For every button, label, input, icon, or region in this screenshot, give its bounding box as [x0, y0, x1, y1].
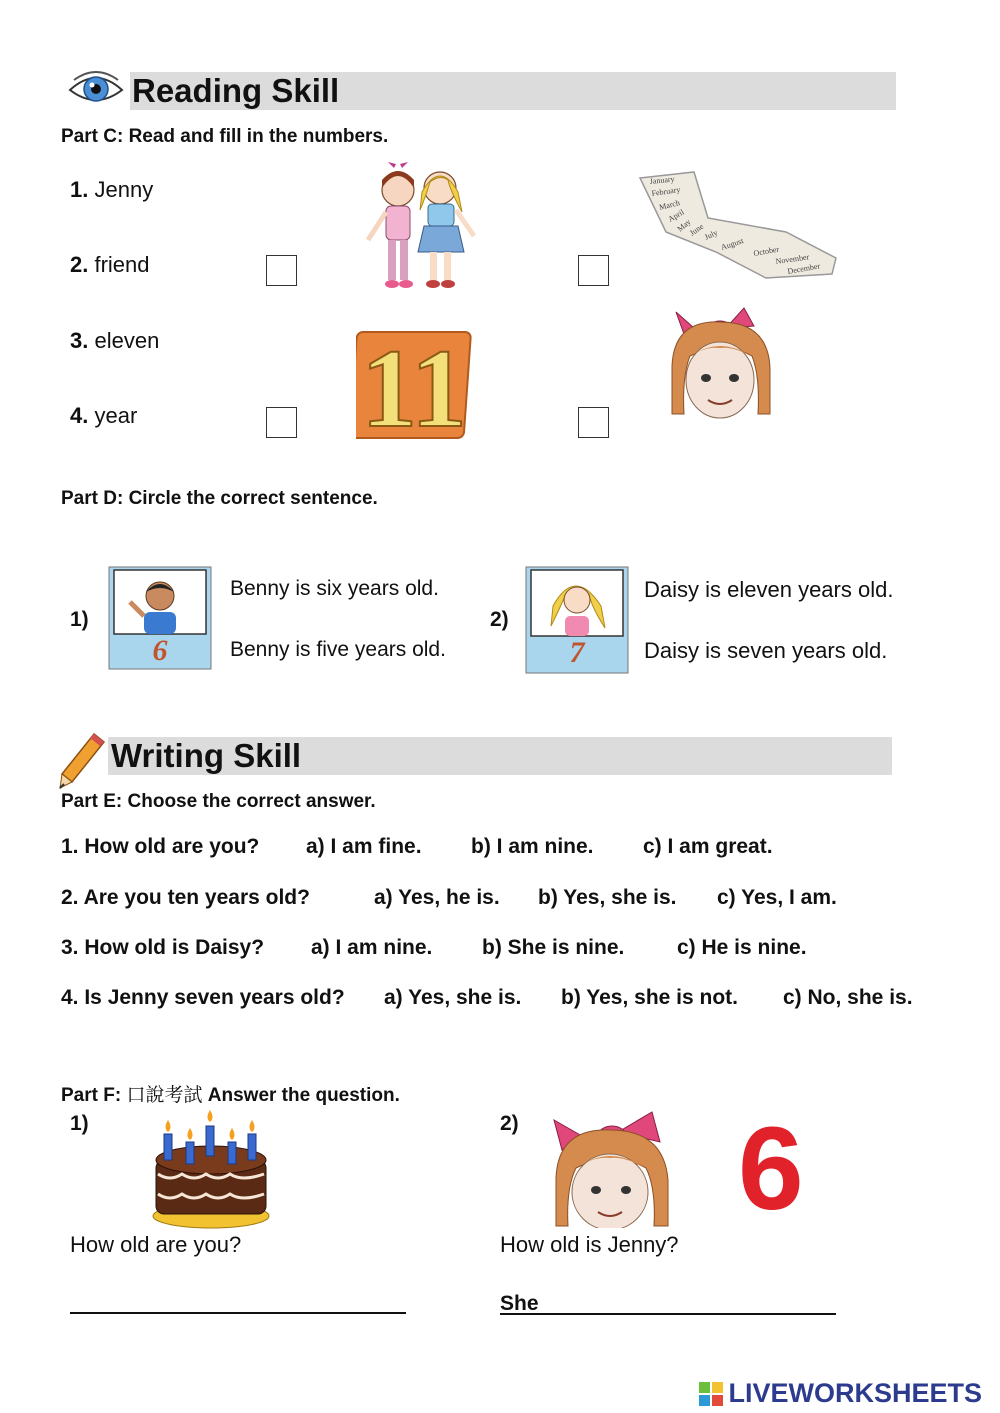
writing-title: Writing Skill: [111, 737, 302, 774]
part-d-heading: Part D: Circle the correct sentence.: [61, 488, 378, 509]
answer-option[interactable]: b) Yes, she is.: [538, 886, 677, 909]
month-label: March: [658, 198, 681, 212]
reading-title: Reading Skill: [132, 72, 340, 109]
answer-option[interactable]: b) I am nine.: [471, 835, 594, 858]
benny-picture-card: [108, 566, 212, 670]
sentence-option[interactable]: Benny is five years old.: [230, 638, 446, 661]
question-number: 2): [500, 1112, 519, 1135]
part-c-heading: Part C: Read and fill in the numbers.: [61, 126, 389, 147]
item-word: Jenny: [94, 177, 154, 202]
logo-text: LIVEWORKSHEETS: [728, 1378, 982, 1408]
eye-icon: [66, 66, 126, 112]
list-item: [70, 403, 137, 429]
month-label: December: [786, 261, 821, 276]
question-text: 4. Is Jenny seven years old?: [61, 986, 345, 1009]
answer-option[interactable]: c) No, she is.: [783, 986, 913, 1009]
month-label: August: [719, 236, 745, 252]
answer-box-months[interactable]: [578, 255, 609, 286]
big-number-six: 6: [738, 1103, 804, 1235]
answer-box-girls[interactable]: [266, 255, 297, 286]
answer-option[interactable]: a) I am fine.: [306, 835, 422, 858]
part-f-heading: [61, 1080, 400, 1107]
item-number: 3.: [70, 328, 89, 353]
eleven-digits: 11: [361, 327, 467, 440]
answer-option[interactable]: b) She is nine.: [482, 936, 625, 959]
answer-option[interactable]: c) Yes, I am.: [717, 886, 837, 909]
eleven-number-image: [356, 318, 474, 440]
month-label: January: [649, 174, 675, 186]
age-badge: 6: [152, 634, 168, 667]
answer-option[interactable]: a) Yes, he is.: [374, 886, 500, 909]
birthday-cake-image: [150, 1108, 272, 1230]
sentence-option[interactable]: Daisy is seven years old.: [644, 638, 888, 663]
part-f-prefix: Part F:: [61, 1085, 122, 1106]
answer-line[interactable]: [70, 1310, 406, 1314]
answer-box-jenny[interactable]: [578, 407, 609, 438]
part-e-heading: Part E: Choose the correct answer.: [61, 791, 376, 812]
liveworksheets-logo: [698, 1378, 982, 1408]
question-row: [61, 835, 773, 859]
question-row: [61, 886, 837, 910]
item-word: year: [94, 403, 138, 428]
month-label: June: [687, 221, 706, 238]
item-word: eleven: [94, 328, 160, 353]
month-label: April: [666, 207, 686, 224]
daisy-picture-card: [525, 566, 629, 674]
answer-option[interactable]: c) I am great.: [643, 835, 773, 858]
month-label: February: [651, 185, 681, 198]
sentence-option[interactable]: Benny is six years old.: [230, 577, 439, 600]
list-item: [70, 328, 159, 354]
logo-mark-icon: [698, 1381, 724, 1407]
item-number: 4.: [70, 403, 89, 428]
part-f-chinese: 口說考試: [126, 1084, 203, 1106]
answer-line[interactable]: [500, 1311, 836, 1315]
answer-start-text: She: [500, 1292, 539, 1315]
item-number: 1.: [70, 177, 89, 202]
question-text: 2. Are you ten years old?: [61, 886, 310, 909]
question-text: How old are you?: [70, 1232, 242, 1257]
jenny-face-image: [664, 306, 778, 424]
answer-option[interactable]: c) He is nine.: [677, 936, 807, 959]
question-number: 2): [490, 608, 509, 631]
month-label: May: [675, 217, 693, 234]
question-text: 1. How old are you?: [61, 835, 260, 858]
month-label: July: [703, 228, 719, 242]
question-number: 1): [70, 1112, 89, 1135]
two-girls-image: [360, 160, 480, 295]
answer-option[interactable]: a) Yes, she is.: [384, 986, 522, 1009]
sentence-option[interactable]: Daisy is eleven years old.: [644, 577, 894, 602]
pencil-icon: [58, 732, 108, 790]
answer-option[interactable]: b) Yes, she is not.: [561, 986, 739, 1009]
age-badge: 7: [569, 636, 585, 669]
part-f-suffix: Answer the question.: [207, 1085, 400, 1106]
item-word: friend: [94, 252, 150, 277]
months-scroll-image: [636, 170, 842, 282]
question-row: [61, 936, 807, 960]
month-label: October: [752, 244, 780, 258]
list-item: [70, 177, 153, 203]
question-number: 1): [70, 608, 89, 631]
list-item: [70, 252, 150, 278]
question-row: [61, 986, 913, 1010]
answer-option[interactable]: a) I am nine.: [311, 936, 433, 959]
month-label: November: [775, 252, 810, 266]
answer-box-eleven[interactable]: [266, 407, 297, 438]
item-number: 2.: [70, 252, 89, 277]
question-text: 3. How old is Daisy?: [61, 936, 265, 959]
jenny-face-image: [548, 1108, 674, 1228]
question-text: How old is Jenny?: [500, 1232, 679, 1257]
